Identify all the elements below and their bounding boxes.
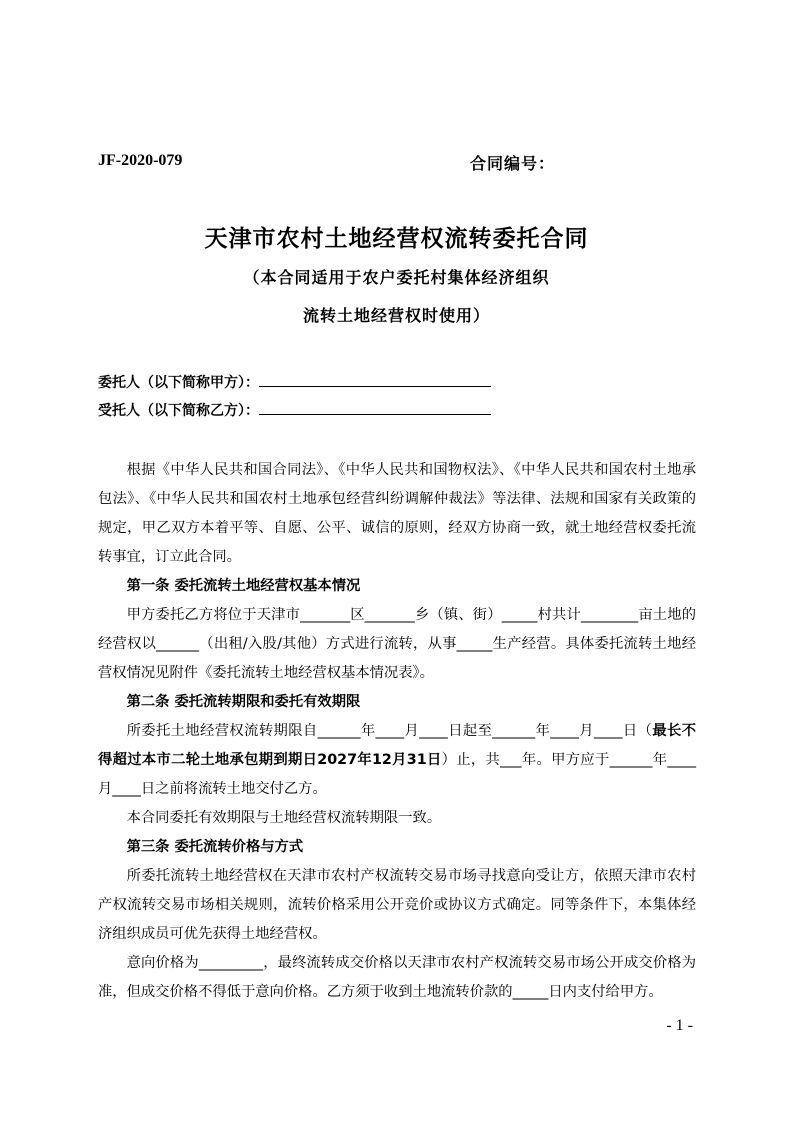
article-2-text-part-b: ）止，共___年。甲方应于______年____月____日之前将流转土地交付乙方。 [98, 752, 696, 797]
contract-body [98, 456, 696, 1007]
article-1-title: 第一条 委托流转土地经营权基本情况 [126, 578, 361, 594]
intro-paragraph: 根据《中华人民共和国合同法》、《中华人民共和国物权法》、《中华人民共和国农村土地承包法》、《中华人民共和国农村土地承包经营纠纷调解仲裁法》等法律、法规和国家有关政策的规定，甲乙双方本着平等、自愿、公平、诚信的原则，经双方协商一致，就土地经营权委托流转事宜，订立此合同。 [98, 462, 696, 565]
party-b-blank [259, 400, 491, 415]
party-a-row [98, 372, 491, 392]
article-3-text-1: 所委托流转土地经营权在天津市农村产权流转交易市场寻找意向受让方，依照天津市农村产权流转交易市场相关规则，流转价格采用公开竞价或协议方式确定。同等条件下，本集体经济组织成员可优先获得土地经营权。 [98, 868, 696, 942]
article-2-text-part-a: 所委托土地经营权流转期限自______年____月____日起至______年____月____日（ [126, 723, 653, 739]
article-2-validity-text: 本合同委托有效期限与土地经营权流转期限一致。 [126, 810, 442, 826]
article-2-text [98, 717, 696, 804]
article-2-deadline-note: 最长不得超过本市二轮土地承包期到期日2027年12月31日 [98, 723, 697, 768]
document-title: 天津市农村土地经营权流转委托合同 [204, 226, 589, 252]
party-b-row [98, 400, 491, 420]
party-b-label: 受托人（以下简称乙方）： [98, 403, 259, 419]
article-1-text: 甲方委托乙方将位于天津市_______区_______乡（镇、街）_____村共计________亩土地的经营权以______（出租/入股/其他）方式进行流转，从事_____生产经营。具体委托流转土地经营权情况见附件《委托流转土地经营权基本情况表》。 [98, 607, 696, 681]
party-a-label: 委托人（以下简称甲方）： [98, 375, 259, 391]
article-2-title: 第二条 委托流转期限和委托有效期限 [126, 694, 361, 710]
article-3-text-2: 意向价格为_________，最终流转成交价格以天津市农村产权流转交易市场公开成交价格为准，但成交价格不得低于意向价格。乙方须于收到土地流转价款的_____日内支付给甲方。 [98, 955, 696, 1000]
article-3-title: 第三条 委托流转价格与方式 [126, 839, 304, 855]
subtitle-line-1: （本合同适用于农户委托村集体经济组织 [243, 268, 550, 287]
contract-number-label: 合同编号： [470, 154, 556, 173]
subtitle-line-2: 流转土地经营权时使用） [302, 306, 490, 325]
party-a-blank [259, 372, 491, 387]
page-number: - 1 - [666, 1017, 693, 1034]
document-code: JF-2020-079 [98, 152, 183, 169]
